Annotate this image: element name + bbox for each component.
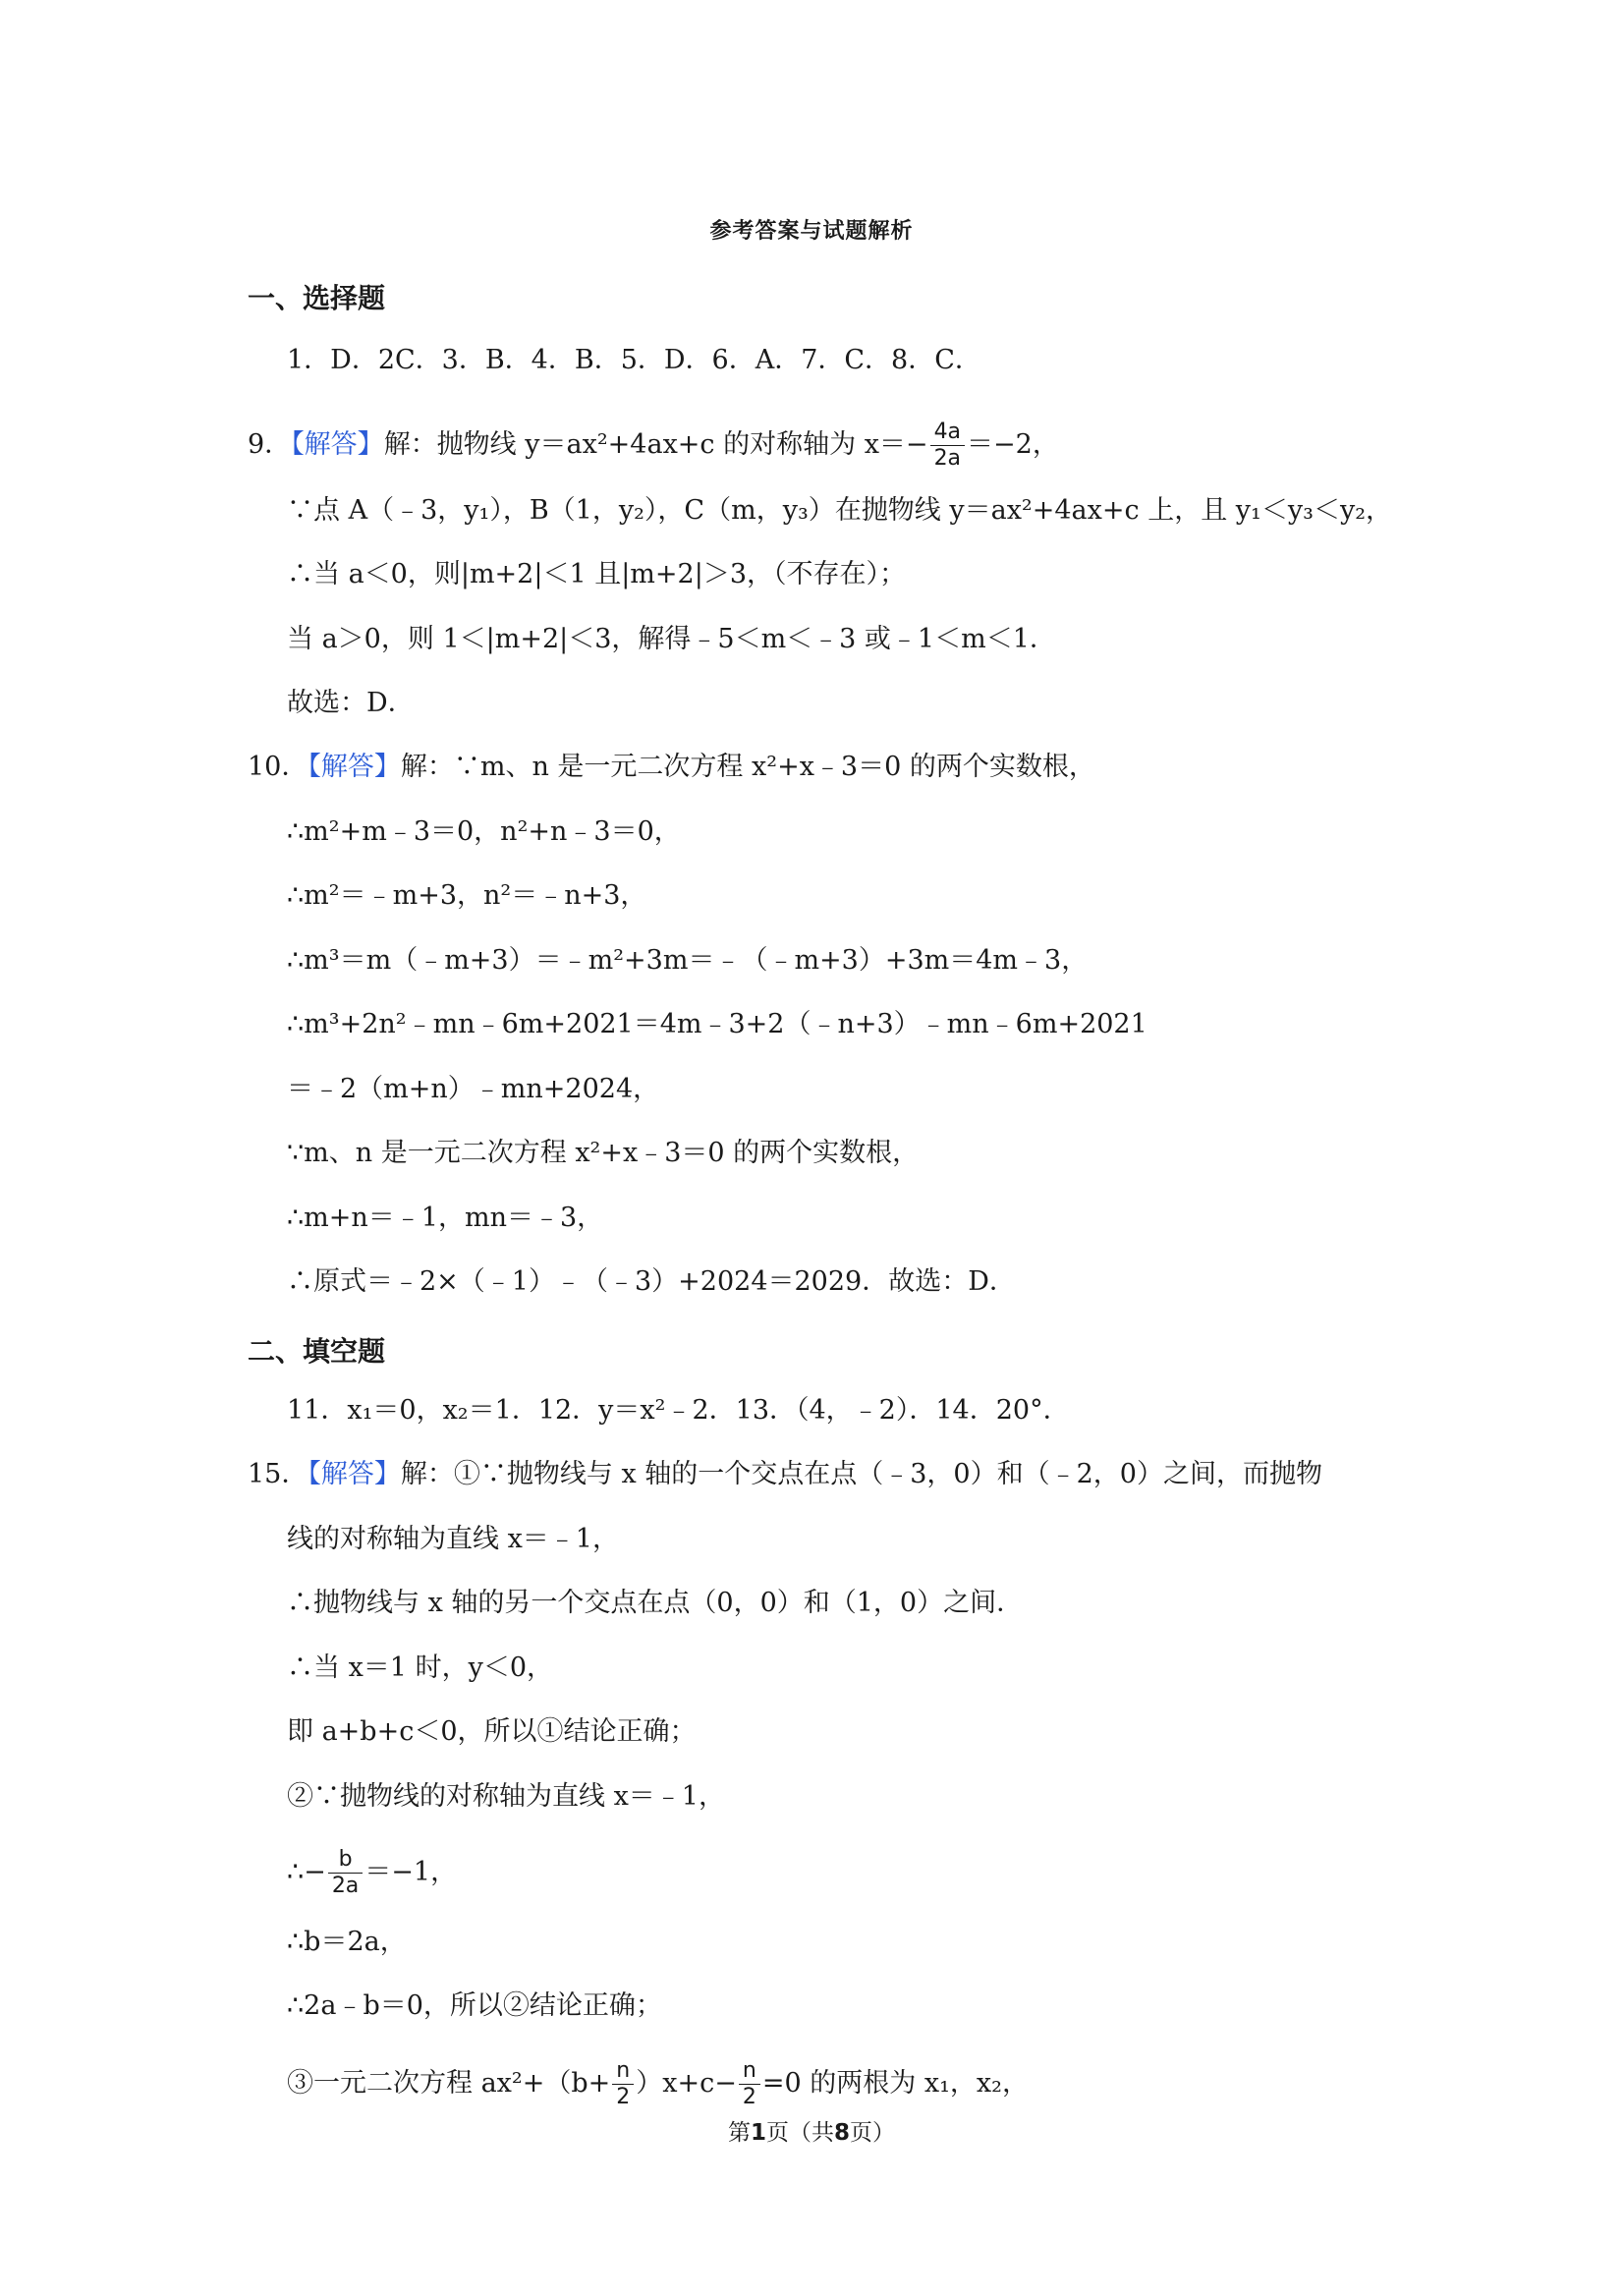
q10-step-3: ∴m³＝m（﹣m+3）＝﹣m²+3m＝﹣（﹣m+3）+3m＝4m﹣3，: [287, 945, 1089, 976]
fraction: $\frac{b}{2a}$: [328, 1847, 363, 1899]
page-title: 参考答案与试题解析: [709, 219, 914, 244]
q10-step-4: ∴m³+2n²﹣mn﹣6m+2021＝4m﹣3+2（﹣n+3）﹣mn﹣6m+2021: [287, 1009, 1147, 1039]
q15-step-6: ∴− $\frac{b}{2a}$ ＝−1，: [287, 1847, 458, 1898]
answer-tag: 【解答】: [308, 752, 401, 782]
q15-step-5: ②∵抛物线的对称轴为直线 x＝﹣1，: [287, 1781, 725, 1812]
total-page-count: 8: [834, 2120, 851, 2146]
q9-step-2: ∴当 a＜0，则|m+2|＜1 且|m+2|＞3，（不存在）；: [287, 559, 906, 589]
q10-step-7: ∴m+n＝﹣1，mn＝﹣3，: [287, 1203, 604, 1233]
q15-step-9: ③一元二次方程 ax²+（b+ $\frac{n}{2}$ ）x+c− $\frac{n}{2}$ =0 的两根为 x₁，x₂，: [287, 2058, 1029, 2109]
q10-number: 10．: [248, 752, 308, 782]
q10-step-5: ＝﹣2（m+n）﹣mn+2024，: [287, 1074, 660, 1104]
q9-line: 9．【解答】解：抛物线 y＝ax²+4ax+c 的对称轴为 x＝− $\frac{4a}{2a}$ ＝−2，: [248, 420, 1059, 471]
q10-step-8: ∴原式＝﹣2×（﹣1）﹣（﹣3）+2024＝2029．故选：D．: [287, 1266, 1016, 1297]
fraction: $\frac{n}{2}$: [612, 2058, 634, 2110]
q10-line: 10．【解答】解：∵m、n 是一元二次方程 x²+x﹣3＝0 的两个实数根，: [248, 752, 1095, 782]
q9-step-1: ∵点 A（﹣3，y₁），B（1，y₂），C（m，y₃）在抛物线 y＝ax²+4ax+c 上，且 y₁＜y₃＜y₂，: [287, 495, 1393, 526]
q10-step-6: ∵m、n 是一元二次方程 x²+x﹣3＝0 的两个实数根，: [287, 1138, 920, 1168]
q9-number: 9．: [248, 429, 292, 460]
fraction: $\frac{n}{2}$: [739, 2058, 760, 2110]
q15-number: 15．: [248, 1459, 308, 1489]
section-choice-heading: 一、选择题: [248, 282, 386, 314]
current-page-number: 1: [750, 2120, 766, 2146]
section-fill-heading: 二、填空题: [248, 1335, 386, 1368]
q9-step-4: 故选：D．: [287, 688, 415, 718]
q15-step-7: ∴b＝2a，: [287, 1927, 407, 1957]
answer-tag: 【解答】: [291, 429, 384, 460]
q10-step-2: ∴m²＝﹣m+3，n²＝﹣n+3，: [287, 880, 647, 911]
q15-step-2: ∴抛物线与 x 轴的另一个交点在点（0，0）和（1，0）之间．: [287, 1588, 1024, 1618]
choice-answers: 1．D．2C．3．B．4．B．5．D．6．A．7．C．8．C．: [287, 345, 981, 375]
q15-step-8: ∴2a﹣b＝0，所以②结论正确；: [287, 1990, 662, 2021]
fraction: $\frac{4a}{2a}$: [930, 420, 965, 472]
answer-tag: 【解答】: [308, 1459, 401, 1489]
q15-step-4: 即 a+b+c＜0，所以①结论正确；: [287, 1716, 697, 1747]
page-footer: 第1页（共8页）: [727, 2120, 896, 2146]
fill-answers: 11．x₁＝0，x₂＝1．12．y＝x²﹣2．13．（4，﹣2）．14．20°．: [287, 1395, 1070, 1426]
q9-step-3: 当 a＞0，则 1＜|m+2|＜3，解得﹣5＜m＜﹣3 或﹣1＜m＜1．: [287, 624, 1056, 654]
q15-step-3: ∴当 x＝1 时，y＜0，: [287, 1652, 554, 1683]
q15-line: 15．【解答】解：①∵抛物线与 x 轴的一个交点在点（﹣3，0）和（﹣2，0）之间，而抛物: [248, 1459, 1322, 1489]
q10-step-1: ∴m²+m﹣3＝0，n²+n﹣3＝0，: [287, 816, 681, 847]
q9-text: 解：抛物线 y＝ax²+4ax+c 的对称轴为 x＝−: [383, 429, 928, 460]
q15-step-1: 线的对称轴为直线 x＝﹣1，: [287, 1524, 619, 1554]
